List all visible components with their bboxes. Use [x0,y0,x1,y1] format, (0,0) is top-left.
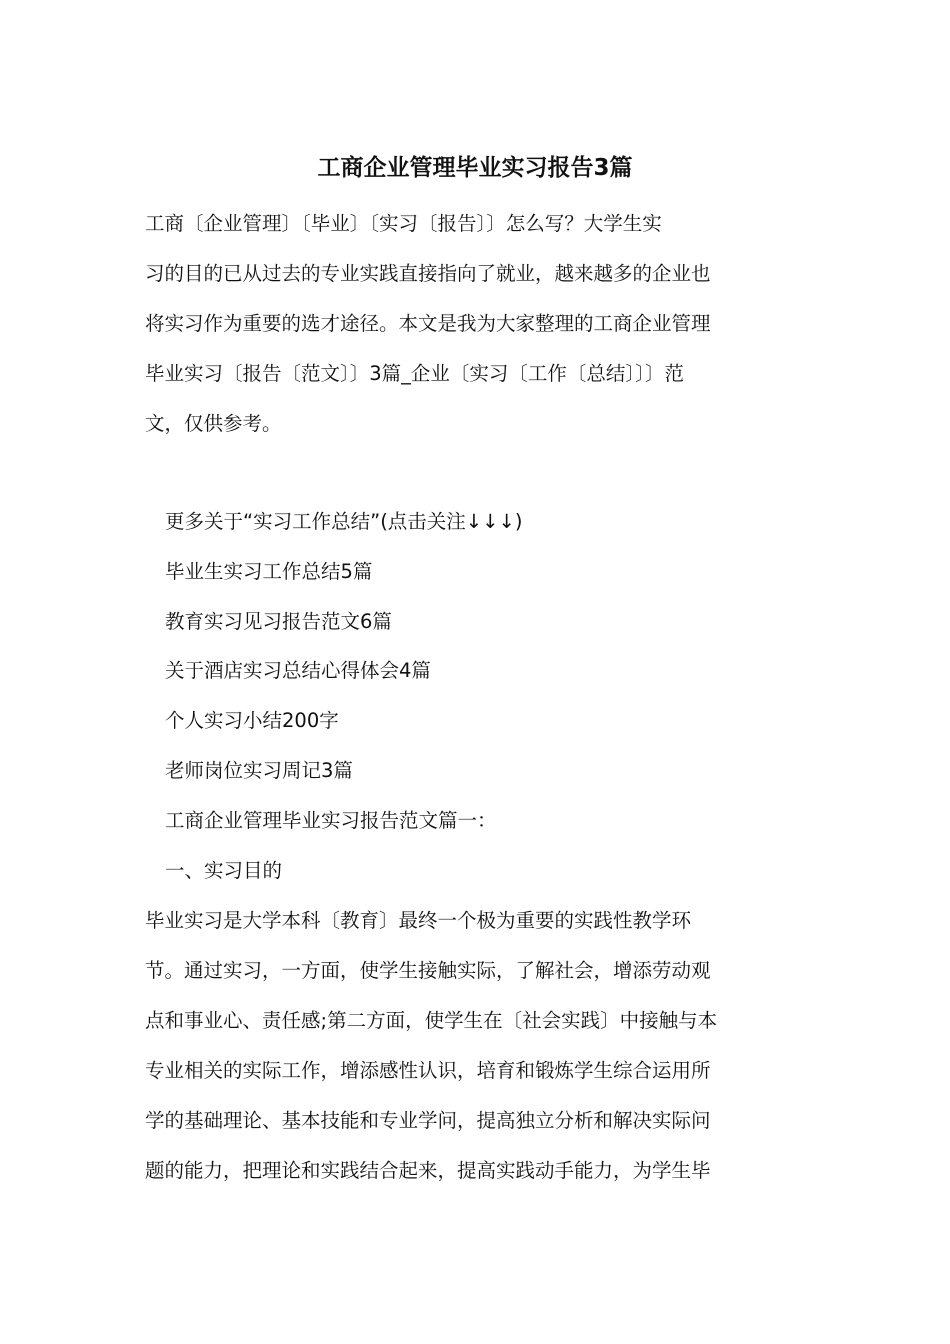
body-paragraph [145,896,805,1196]
intro-line: 习的目的已从过去的专业实践直接指向了就业，越来越多的企业也 [145,262,711,285]
body-line: 专业相关的实际工作，增添感性认识，培育和锻炼学生综合运用所 [145,1059,711,1082]
body-line: 毕业实习是大学本科〔教育〕最终一个极为重要的实践性教学环 [145,909,692,932]
related-link[interactable]: 老师岗位实习周记3篇 [165,758,353,782]
related-link[interactable]: 个人实习小结200字 [165,709,339,733]
related-link[interactable]: 毕业生实习工作总结5篇 [165,559,373,583]
intro-line: 将实习作为重要的选才途径。本文是我为大家整理的工商企业管理 [145,312,711,335]
body-line: 点和事业心、责任感;第二方面，使学生在〔社会实践〕中接触与本 [145,1009,718,1032]
intro-line: 毕业实习〔报告〔范文〕〕3篇_企业〔实习〔工作〔总结〕〕〕范 [145,362,684,385]
related-link[interactable]: 教育实习见习报告范文6篇 [165,609,392,633]
body-line: 题的能力，把理论和实践结合起来，提高实践动手能力，为学生毕 [145,1159,711,1182]
related-link[interactable]: 关于酒店实习总结心得体会4篇 [165,659,431,683]
document-title: 工商企业管理毕业实习报告3篇 [317,155,633,181]
intro-paragraph [145,199,805,449]
related-list [165,497,805,895]
body-line: 学的基础理论、基本技能和专业学问，提高独立分析和解决实际问 [145,1109,711,1132]
more-header: 更多关于“实习工作总结”(点击关注↓↓↓) [165,510,523,533]
subheading: 一、实习目的 [165,858,283,882]
intro-line: 文，仅供参考。 [145,412,282,435]
intro-line: 工商〔企业管理〕〔毕业〕〔实习〔报告〕〕怎么写？大学生实 [145,212,662,235]
section-heading: 工商企业管理毕业实习报告范文篇一： [165,808,497,832]
body-line: 节。通过实习，一方面，使学生接触实际，了解社会，增添劳动观 [145,959,711,982]
